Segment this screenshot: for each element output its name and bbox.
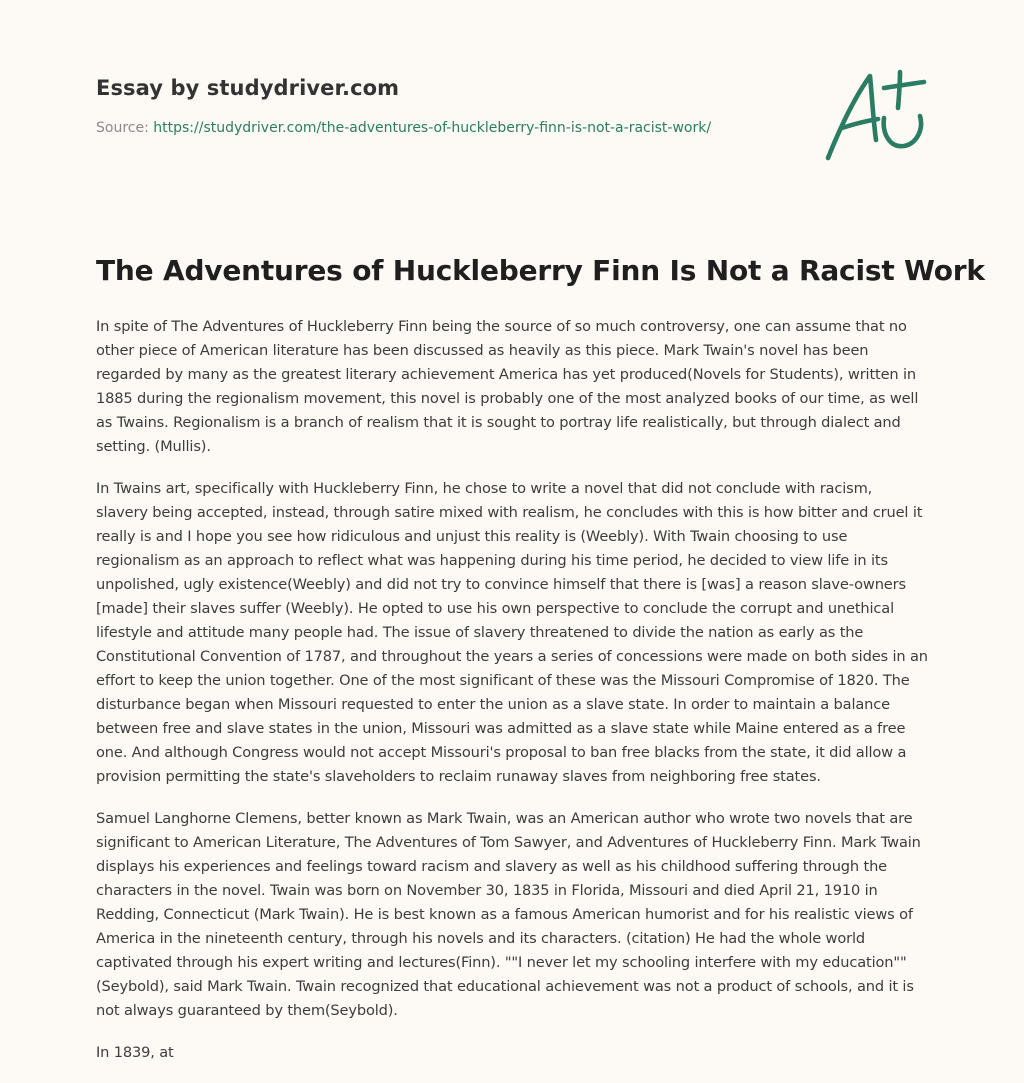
- site-brand: Essay by studydriver.com: [96, 76, 400, 100]
- essay-title: The Adventures of Huckleberry Finn Is Not a Racist Work: [96, 254, 985, 287]
- paragraph: In spite of The Adventures of Huckleberry Finn being the source of so much controversy, one can assume that no other piece of American literature has been discussed as heavily as this piece. Mark Twain's novel has been regarded by many as the greatest literary achievement America has yet produced(Novels for Students), written in 1885 during the regionalism movement, this novel is probably one of the most analyzed books of our time, as well as Twains. Regionalism is a branch of realism that it is sought to portray life realistically, but through dialect and setting. (Mullis).: [96, 318, 919, 455]
- source-label: Source:: [96, 120, 149, 136]
- paragraph: Samuel Langhorne Clemens, better known as Mark Twain, was an American author who wrote two novels that are significant to American Literature, The Adventures of Tom Sawyer, and Adventures of Huckleberry Finn. Mark Twain displays his experiences and feelings toward racism and slavery as well as his childhood suffering through the characters in the novel. Twain was born on November 30, 1835 in Florida, Missouri and died April 21, 1910 in Redding, Connecticut (Mark Twain). He is best known as a famous American humorist and for his realistic views of America in the nineteenth century, through his novels and its characters. (citation) He had the whole world captivated through his expert writing and lectures(Finn). ""I never let my schooling interfere with my education""(Seybold), said Mark Twain. Twain recognized that educational achievement was not a product of schools, and it is not always guaranteed by them(Seybold).: [96, 810, 921, 1019]
- paragraph: In Twains art, specifically with Huckleberry Finn, he chose to write a novel that did not conclude with racism, slavery being accepted, instead, through satire mixed with realism, he concludes with this is how bitter and cruel it really is and I hope you see how ridiculous and unjust this reality is (Weebly). With Twain choosing to use regionalism as an approach to reflect what was happening during his time period, he decided to view life in its unpolished, ugly existence(Weebly) and did not try to convince himself that there is [was] a reason slave-owners [made] their slaves suffer (Weebly). He opted to use his own perspective to conclude the corrupt and unethical lifestyle and attitude many people had. The issue of slavery threatened to divide the nation as early as the Constitutional Convention of 1787, and throughout the years a series of concessions were made on both sides in an effort to keep the union together. One of the most significant of these was the Missouri Compromise of 1820. The disturbance began when Missouri requested to enter the union as a slave state. In order to maintain a balance between free and slave states in the union, Missouri was admitted as a slave state while Maine entered as a free one. And although Congress would not accept Missouri's proposal to ban free blacks from the state, it did allow a provision permitting the state's slaveholders to reclaim runaway slaves from neighboring free states.: [96, 480, 928, 785]
- paragraph: In 1839, at: [96, 1044, 174, 1061]
- essay-body: [96, 315, 928, 1083]
- source-line: [96, 120, 796, 136]
- source-link[interactable]: https://studydriver.com/the-adventures-of-huckleberry-finn-is-not-a-racist-work/: [153, 120, 712, 136]
- a-plus-grade-icon: [820, 66, 932, 166]
- essay-header: [96, 76, 796, 136]
